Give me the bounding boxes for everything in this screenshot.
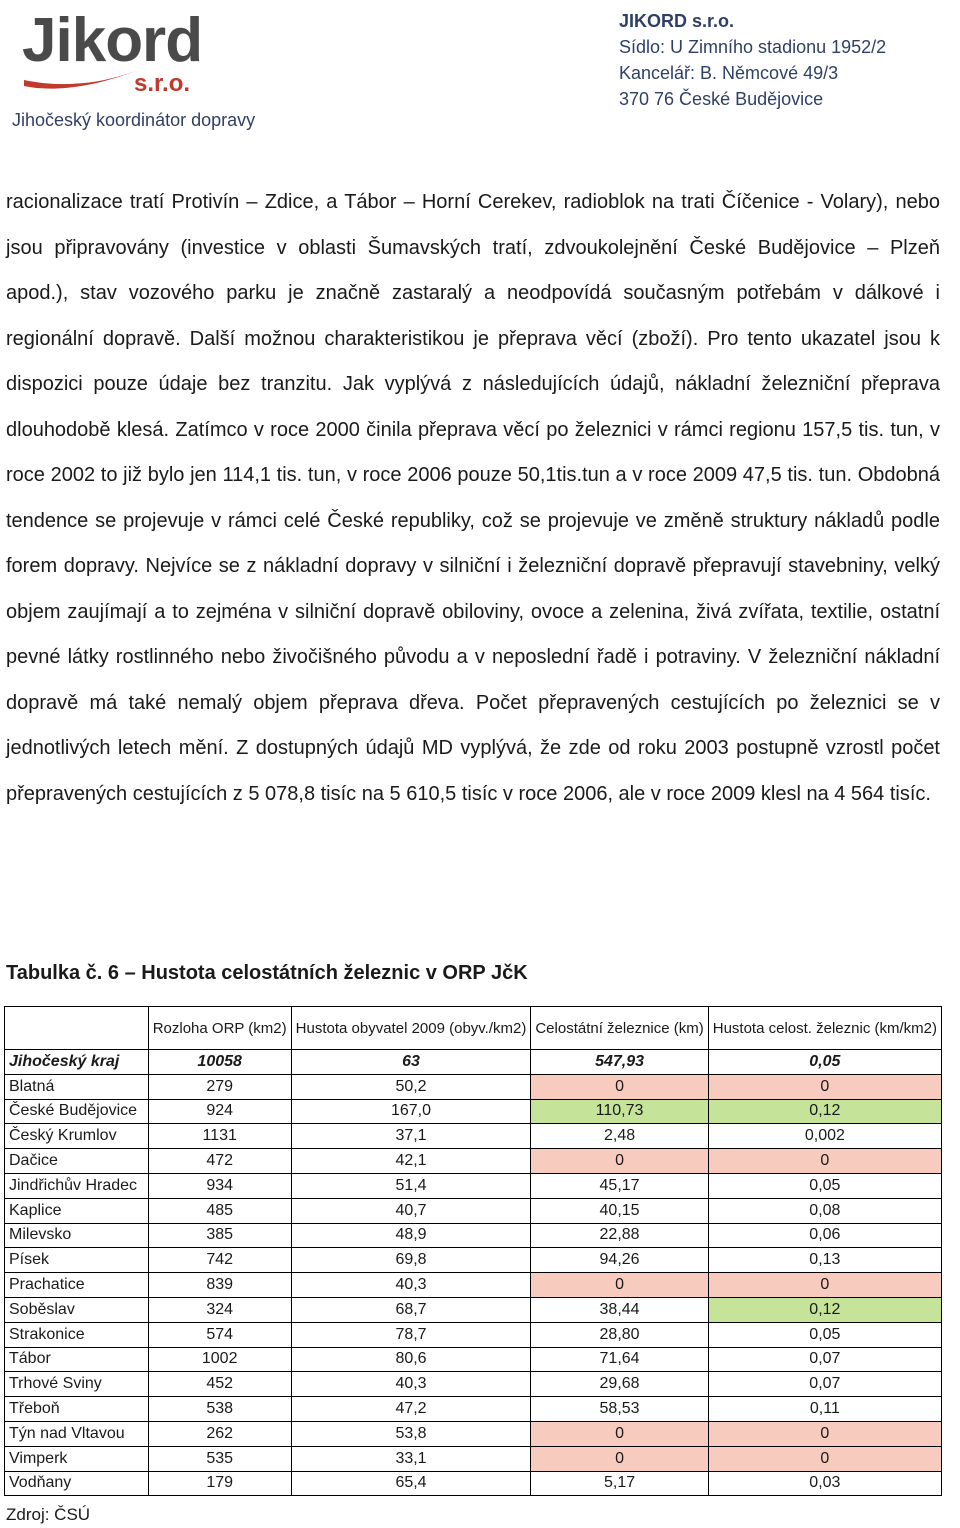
cell-region: Týn nad Vltavou xyxy=(5,1421,149,1446)
cell-rail-density: 0,07 xyxy=(708,1372,941,1397)
table-body xyxy=(5,1050,942,1496)
cell-rail-length: 71,64 xyxy=(531,1347,708,1372)
cell-rail-density: 0,13 xyxy=(708,1248,941,1273)
cell-region: Kaplice xyxy=(5,1198,149,1223)
header-rail-length: Celostátní železnice (km) xyxy=(531,1007,708,1050)
cell-population-density: 37,1 xyxy=(291,1124,531,1149)
table-row xyxy=(5,1273,942,1298)
cell-rail-density: 0,12 xyxy=(708,1297,941,1322)
cell-population-density: 167,0 xyxy=(291,1099,531,1124)
cell-area: 538 xyxy=(148,1397,291,1422)
cell-region: Třeboň xyxy=(5,1397,149,1422)
cell-area: 574 xyxy=(148,1322,291,1347)
logo-wordmark: Jikord xyxy=(22,6,203,75)
cell-rail-density: 0,05 xyxy=(708,1322,941,1347)
cell-area: 324 xyxy=(148,1297,291,1322)
cell-region: Strakonice xyxy=(5,1322,149,1347)
cell-rail-density: 0 xyxy=(708,1273,941,1298)
cell-rail-length: 58,53 xyxy=(531,1397,708,1422)
logo-suffix: s.r.o. xyxy=(134,70,191,97)
cell-rail-density: 0,03 xyxy=(708,1471,941,1496)
cell-rail-density: 0,002 xyxy=(708,1124,941,1149)
cell-rail-density: 0,06 xyxy=(708,1223,941,1248)
cell-region: České Budějovice xyxy=(5,1099,149,1124)
cell-population-density: 51,4 xyxy=(291,1173,531,1198)
header-rail-density: Hustota celost. železnic (km/km2) xyxy=(708,1007,941,1050)
cell-population-density: 80,6 xyxy=(291,1347,531,1372)
address-office: Kancelář: B. Němcové 49/3 xyxy=(619,63,839,83)
cell-rail-density: 0,07 xyxy=(708,1347,941,1372)
cell-population-density: 65,4 xyxy=(291,1471,531,1496)
company-name: JIKORD s.r.o. xyxy=(619,11,735,31)
table-row xyxy=(5,1198,942,1223)
cell-area: 1002 xyxy=(148,1347,291,1372)
table-row xyxy=(5,1149,942,1174)
table-row xyxy=(5,1223,942,1248)
address-seat: Sídlo: U Zimního stadionu 1952/2 xyxy=(619,37,887,57)
cell-rail-length: 28,80 xyxy=(531,1322,708,1347)
cell-area: 279 xyxy=(148,1074,291,1099)
cell-rail-length: 94,26 xyxy=(531,1248,708,1273)
header-region xyxy=(5,1007,149,1050)
address-city: 370 76 České Budějovice xyxy=(619,89,824,109)
cell-population-density: 69,8 xyxy=(291,1248,531,1273)
cell-region: Milevsko xyxy=(5,1223,149,1248)
table-row xyxy=(5,1074,942,1099)
table-row xyxy=(5,1471,942,1496)
cell-region: Jindřichův Hradec xyxy=(5,1173,149,1198)
cell-region: Soběslav xyxy=(5,1297,149,1322)
table-header-row xyxy=(5,1007,942,1050)
cell-rail-length: 2,48 xyxy=(531,1124,708,1149)
cell-population-density: 53,8 xyxy=(291,1421,531,1446)
cell-area: 485 xyxy=(148,1198,291,1223)
cell-region: Jihočeský kraj xyxy=(5,1050,149,1075)
table-title: Tabulka č. 6 – Hustota celostátních železnic v ORP JčK xyxy=(6,962,528,984)
cell-population-density: 50,2 xyxy=(291,1074,531,1099)
cell-rail-length: 0 xyxy=(531,1421,708,1446)
table-row xyxy=(5,1397,942,1422)
header-area: Rozloha ORP (km2) xyxy=(148,1007,291,1050)
cell-area: 385 xyxy=(148,1223,291,1248)
cell-rail-length: 0 xyxy=(531,1149,708,1174)
cell-area: 535 xyxy=(148,1446,291,1471)
table-source: Zdroj: ČSÚ xyxy=(6,1505,91,1524)
table-row xyxy=(5,1173,942,1198)
body-paragraph: racionalizace tratí Protivín – Zdice, a Tábor – Horní Cerekev, radioblok na trati Číčenice - Volary), nebo jsou připravovány (investice v oblasti Šumavských tratí, zdvoukolejnění České Budějovice – Plzeň apod.), stav vozového parku je značně zastaralý a neodpovídá současným potřebám v dálkové i regionální dopravě. Další možnou charakteristikou je přeprava věcí (zboží). Pro tento ukazatel jsou k dispozici pouze údaje bez tranzitu. Jak vyplývá z následujících údajů, nákladní železniční přeprava dlouhodobě klesá. Zatímco v roce 2000 činila přeprava věcí po železnici v rámci regionu 157,5 tis. tun, v roce 2002 to již bylo jen 114,1 tis. tun, v roce 2006 pouze 50,1tis.tun a v roce 2009 47,5 tis. tun. Obdobná tendence se projevuje v rámci celé České republiky, což se projevuje ve změně struktury nákladů podle forem dopravy. Nejvíce se z nákladní dopravy v silniční i železniční dopravě přepravují stavebniny, velký objem zaujímají a to zejména v silniční dopravě obiloviny, ovoce a zelenina, živá zvířata, textilie, ostatní pevné látky rostlinného nebo živočišného původu a v neposlední řadě i potraviny. V železniční nákladní dopravě má také nemalý objem přeprava dřeva. Počet přepravených cestujících po železnici se v jednotlivých letech mění. Z dostupných údajů MD vyplývá, že zde od roku 2003 postupně vzrostl počet přepravených cestujících z 5 078,8 tisíc na 5 610,5 tisíc v roce 2006, ale v roce 2009 klesl na 4 564 tisíc. xyxy=(6,191,940,805)
cell-rail-density: 0,12 xyxy=(708,1099,941,1124)
table-row xyxy=(5,1322,942,1347)
table-row xyxy=(5,1421,942,1446)
cell-rail-density: 0 xyxy=(708,1421,941,1446)
cell-region: Vodňany xyxy=(5,1471,149,1496)
cell-population-density: 40,7 xyxy=(291,1198,531,1223)
cell-rail-length: 0 xyxy=(531,1074,708,1099)
cell-population-density: 47,2 xyxy=(291,1397,531,1422)
cell-rail-length: 38,44 xyxy=(531,1297,708,1322)
page-header xyxy=(0,0,960,140)
cell-population-density: 68,7 xyxy=(291,1297,531,1322)
cell-area: 472 xyxy=(148,1149,291,1174)
rail-density-table xyxy=(4,1006,942,1496)
cell-region: Trhové Sviny xyxy=(5,1372,149,1397)
cell-rail-length: 5,17 xyxy=(531,1471,708,1496)
cell-rail-density: 0,05 xyxy=(708,1173,941,1198)
cell-population-density: 33,1 xyxy=(291,1446,531,1471)
table-row xyxy=(5,1347,942,1372)
cell-area: 262 xyxy=(148,1421,291,1446)
table-row xyxy=(5,1372,942,1397)
cell-area: 924 xyxy=(148,1099,291,1124)
cell-rail-density: 0,11 xyxy=(708,1397,941,1422)
table-row-total xyxy=(5,1050,942,1075)
cell-population-density: 42,1 xyxy=(291,1149,531,1174)
jikord-logo xyxy=(22,6,222,100)
cell-rail-length: 22,88 xyxy=(531,1223,708,1248)
cell-region: Prachatice xyxy=(5,1273,149,1298)
cell-region: Dačice xyxy=(5,1149,149,1174)
cell-region: Písek xyxy=(5,1248,149,1273)
cell-rail-length: 547,93 xyxy=(531,1050,708,1075)
table-row xyxy=(5,1297,942,1322)
header-population-density: Hustota obyvatel 2009 (obyv./km2) xyxy=(291,1007,531,1050)
cell-rail-length: 45,17 xyxy=(531,1173,708,1198)
cell-population-density: 78,7 xyxy=(291,1322,531,1347)
cell-region: Český Krumlov xyxy=(5,1124,149,1149)
cell-area: 934 xyxy=(148,1173,291,1198)
cell-population-density: 40,3 xyxy=(291,1372,531,1397)
company-address xyxy=(619,8,886,112)
cell-rail-density: 0 xyxy=(708,1149,941,1174)
cell-population-density: 40,3 xyxy=(291,1273,531,1298)
table-row xyxy=(5,1446,942,1471)
cell-rail-density: 0 xyxy=(708,1446,941,1471)
cell-area: 839 xyxy=(148,1273,291,1298)
company-tagline: Jihočeský koordinátor dopravy xyxy=(12,110,256,130)
cell-population-density: 48,9 xyxy=(291,1223,531,1248)
table-row xyxy=(5,1248,942,1273)
cell-rail-density: 0 xyxy=(708,1074,941,1099)
table-row xyxy=(5,1124,942,1149)
cell-area: 1131 xyxy=(148,1124,291,1149)
table-row xyxy=(5,1099,942,1124)
cell-region: Vimperk xyxy=(5,1446,149,1471)
cell-area: 179 xyxy=(148,1471,291,1496)
cell-rail-length: 0 xyxy=(531,1446,708,1471)
cell-region: Tábor xyxy=(5,1347,149,1372)
cell-area: 10058 xyxy=(148,1050,291,1075)
cell-area: 742 xyxy=(148,1248,291,1273)
cell-rail-density: 0,08 xyxy=(708,1198,941,1223)
cell-area: 452 xyxy=(148,1372,291,1397)
cell-rail-density: 0,05 xyxy=(708,1050,941,1075)
cell-rail-length: 0 xyxy=(531,1273,708,1298)
cell-rail-length: 40,15 xyxy=(531,1198,708,1223)
cell-population-density: 63 xyxy=(291,1050,531,1075)
cell-rail-length: 29,68 xyxy=(531,1372,708,1397)
cell-rail-length: 110,73 xyxy=(531,1099,708,1124)
cell-region: Blatná xyxy=(5,1074,149,1099)
